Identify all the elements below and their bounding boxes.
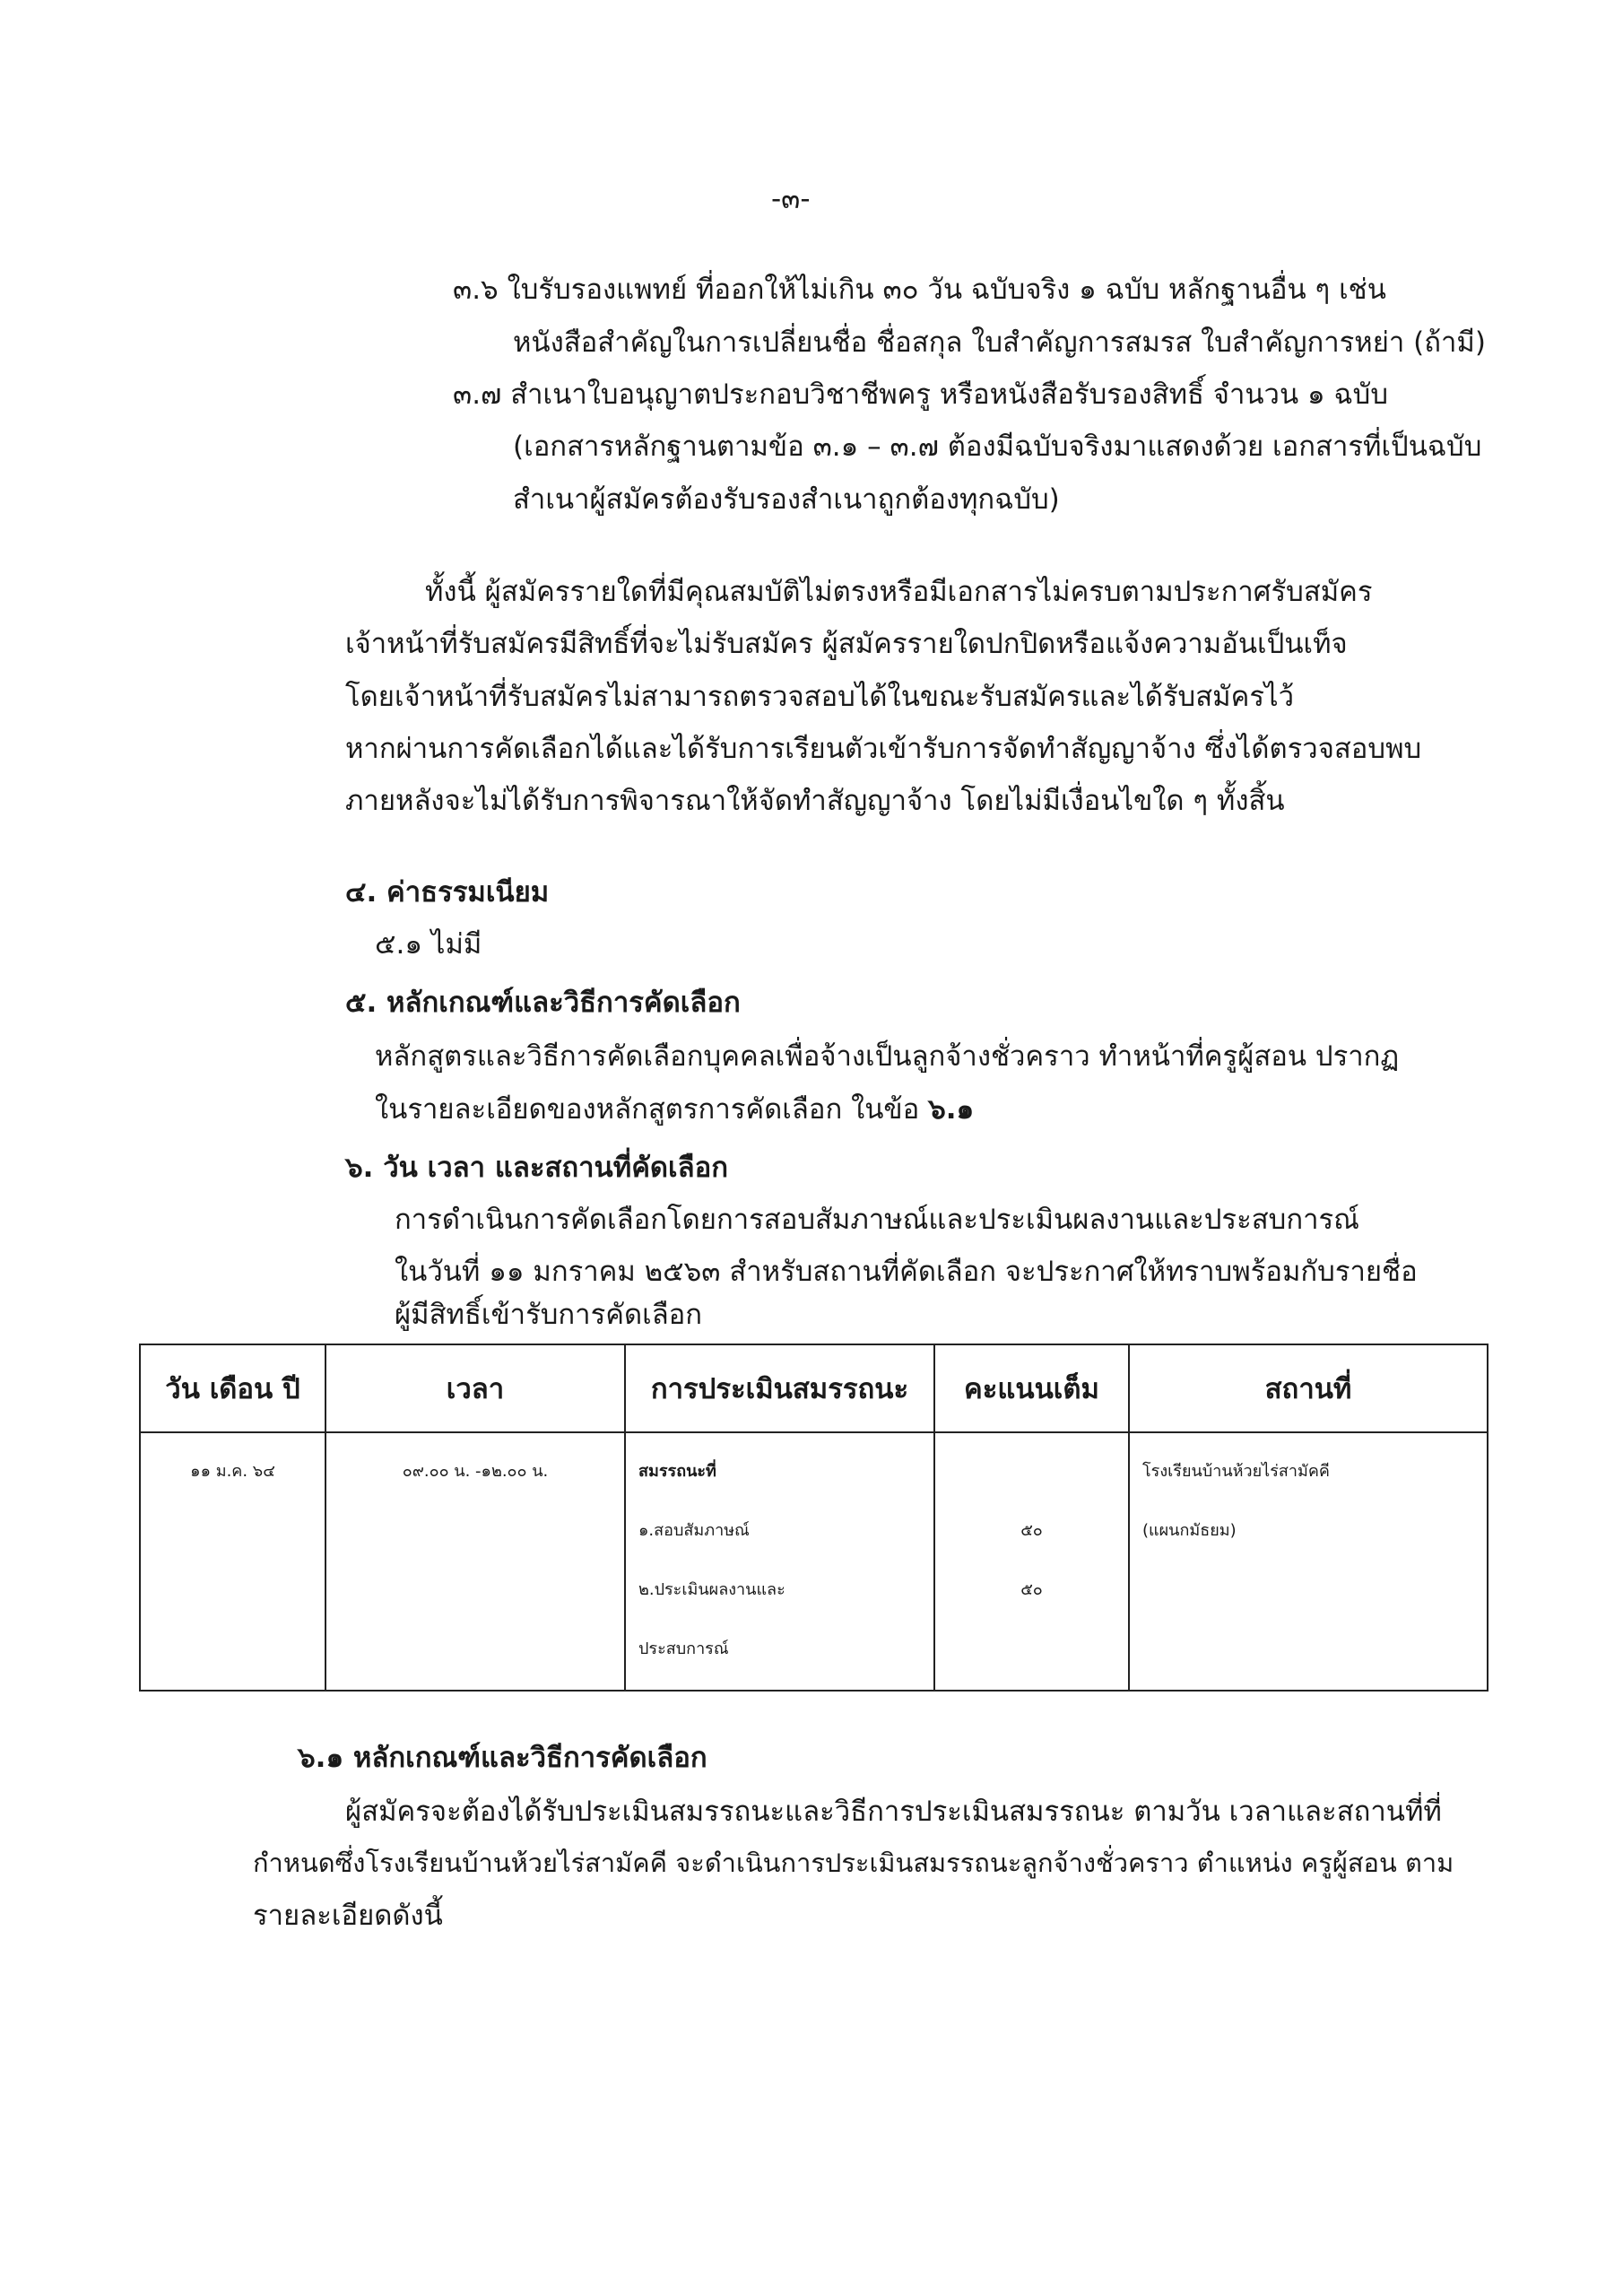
header-time: เวลา: [325, 1344, 625, 1432]
item-3-7-line-3: สำเนาผู้สมัครต้องรับรองสำเนาถูกต้องทุกฉบับ): [513, 483, 1060, 516]
cell-place: [1129, 1432, 1488, 1691]
schedule-table: [139, 1344, 1488, 1692]
item-3-7-line-2: (เอกสารหลักฐานตามข้อ ๓.๑ – ๓.๗ ต้องมีฉบับจริงมาแสดงด้วย เอกสารที่เป็นฉบับ: [513, 430, 1482, 463]
section-5-heading: ๕. หลักเกณฑ์และวิธีการคัดเลือก: [345, 987, 741, 1019]
header-place: สถานที่: [1129, 1344, 1488, 1432]
notice-line-5: ภายหลังจะไม่ได้รับการพิจารณาให้จัดทำสัญญาจ้าง โดยไม่มีเงื่อนไขใด ๆ ทั้งสิ้น: [345, 785, 1285, 817]
section-6-1-line-2: กำหนดซึ่งโรงเรียนบ้านห้วยไร่สามัคคี จะดำเนินการประเมินสมรรถนะลูกจ้างชั่วคราว ตำแหน่ง ครูผู้สอน ตาม: [253, 1848, 1454, 1878]
place-line-2: (แผนกมัธยม): [1142, 1521, 1237, 1540]
section-5-line-2-ref: ๖.๑: [928, 1093, 975, 1126]
score-2: ๕๐: [1020, 1580, 1043, 1599]
competency-item-2-cont: ประสบการณ์: [638, 1639, 729, 1658]
score-1: ๕๐: [1020, 1521, 1043, 1540]
table-header-row: [140, 1344, 1488, 1432]
cell-time: [325, 1432, 625, 1691]
score-spacer: [935, 1442, 1128, 1501]
item-3-6-line-1: ๓.๖ ใบรับรองแพทย์ ที่ออกให้ไม่เกิน ๓๐ วัน ฉบับจริง ๑ ฉบับ หลักฐานอื่น ๆ เช่น: [453, 274, 1386, 306]
time-value: ๐๙.๐๐ น. -๑๒.๐๐ น.: [402, 1462, 549, 1481]
notice-line-2: เจ้าหน้าที่รับสมัครมีสิทธิ์ที่จะไม่รับสมัคร ผู้สมัครรายใดปกปิดหรือแจ้งความอันเป็นเท็จ: [345, 628, 1348, 660]
cell-competency: [625, 1432, 934, 1691]
section-4-item: ๕.๑ ไม่มี: [375, 928, 482, 961]
competency-item-2: ๒.ประเมินผลงานและ: [638, 1580, 785, 1599]
competency-title: สมรรถนะที่: [638, 1462, 716, 1481]
section-6-line-3: ผู้มีสิทธิ์เข้ารับการคัดเลือก: [395, 1299, 703, 1331]
section-6-line-2: ในวันที่ ๑๑ มกราคม ๒๕๖๓ สำหรับสถานที่คัดเลือก จะประกาศให้ทราบพร้อมกับรายชื่อ: [395, 1256, 1418, 1288]
cell-date: [140, 1432, 325, 1691]
item-3-7-line-1: ๓.๗ สำเนาใบอนุญาตประกอบวิชาชีพครู หรือหนังสือรับรองสิทธิ์ จำนวน ๑ ฉบับ: [453, 378, 1389, 411]
header-date: วัน เดือน ปี: [140, 1344, 325, 1432]
section-6-heading: ๖. วัน เวลา และสถานที่คัดเลือก: [345, 1152, 729, 1184]
header-full-score: คะแนนเต็ม: [934, 1344, 1129, 1432]
notice-line-3: โดยเจ้าหน้าที่รับสมัครไม่สามารถตรวจสอบได้ในขณะรับสมัครและได้รับสมัครไว้: [345, 681, 1294, 713]
notice-line-4: หากผ่านการคัดเลือกได้และได้รับการเรียนตัวเข้ารับการจัดทำสัญญาจ้าง ซึ่งได้ตรวจสอบพบ: [345, 733, 1422, 765]
section-6-line-1: การดำเนินการคัดเลือกโดยการสอบสัมภาษณ์และประเมินผลงานและประสบการณ์: [395, 1204, 1359, 1236]
section-6-1-line-3: รายละเอียดดังนี้: [253, 1900, 443, 1932]
section-5-line-1: หลักสูตรและวิธีการคัดเลือกบุคคลเพื่อจ้างเป็นลูกจ้างชั่วคราว ทำหน้าที่ครูผู้สอน ปรากฏ: [375, 1040, 1400, 1073]
cell-score: [934, 1432, 1129, 1691]
section-5-line-2-text: ในรายละเอียดของหลักสูตรการคัดเลือก ในข้อ: [375, 1093, 929, 1126]
item-3-6-line-2: หนังสือสำคัญในการเปลี่ยนชื่อ ชื่อสกุล ใบสำคัญการสมรส ใบสำคัญการหย่า (ถ้ามี): [513, 326, 1486, 359]
section-4-heading: ๔. ค่าธรรมเนียม: [345, 876, 550, 909]
section-6-1-line-1: ผู้สมัครจะต้องได้รับประเมินสมรรถนะและวิธีการประเมินสมรรถนะ ตามวัน เวลาและสถานที่ที่: [345, 1796, 1442, 1828]
date-value: ๑๑ ม.ค. ๖๔: [190, 1462, 275, 1481]
table-row: [140, 1432, 1488, 1691]
page-number: -๓-: [771, 183, 811, 215]
header-competency: การประเมินสมรรถนะ: [625, 1344, 934, 1432]
place-line-1: โรงเรียนบ้านห้วยไร่สามัคคี: [1142, 1462, 1330, 1481]
competency-item-1: ๑.สอบสัมภาษณ์: [638, 1521, 750, 1540]
section-5-line-2: [375, 1093, 975, 1126]
section-6-1-heading: ๖.๑ หลักเกณฑ์และวิธีการคัดเลือก: [298, 1742, 707, 1774]
notice-line-1: ทั้งนี้ ผู้สมัครรายใดที่มีคุณสมบัติไม่ตรงหรือมีเอกสารไม่ครบตามประกาศรับสมัคร: [425, 576, 1373, 608]
